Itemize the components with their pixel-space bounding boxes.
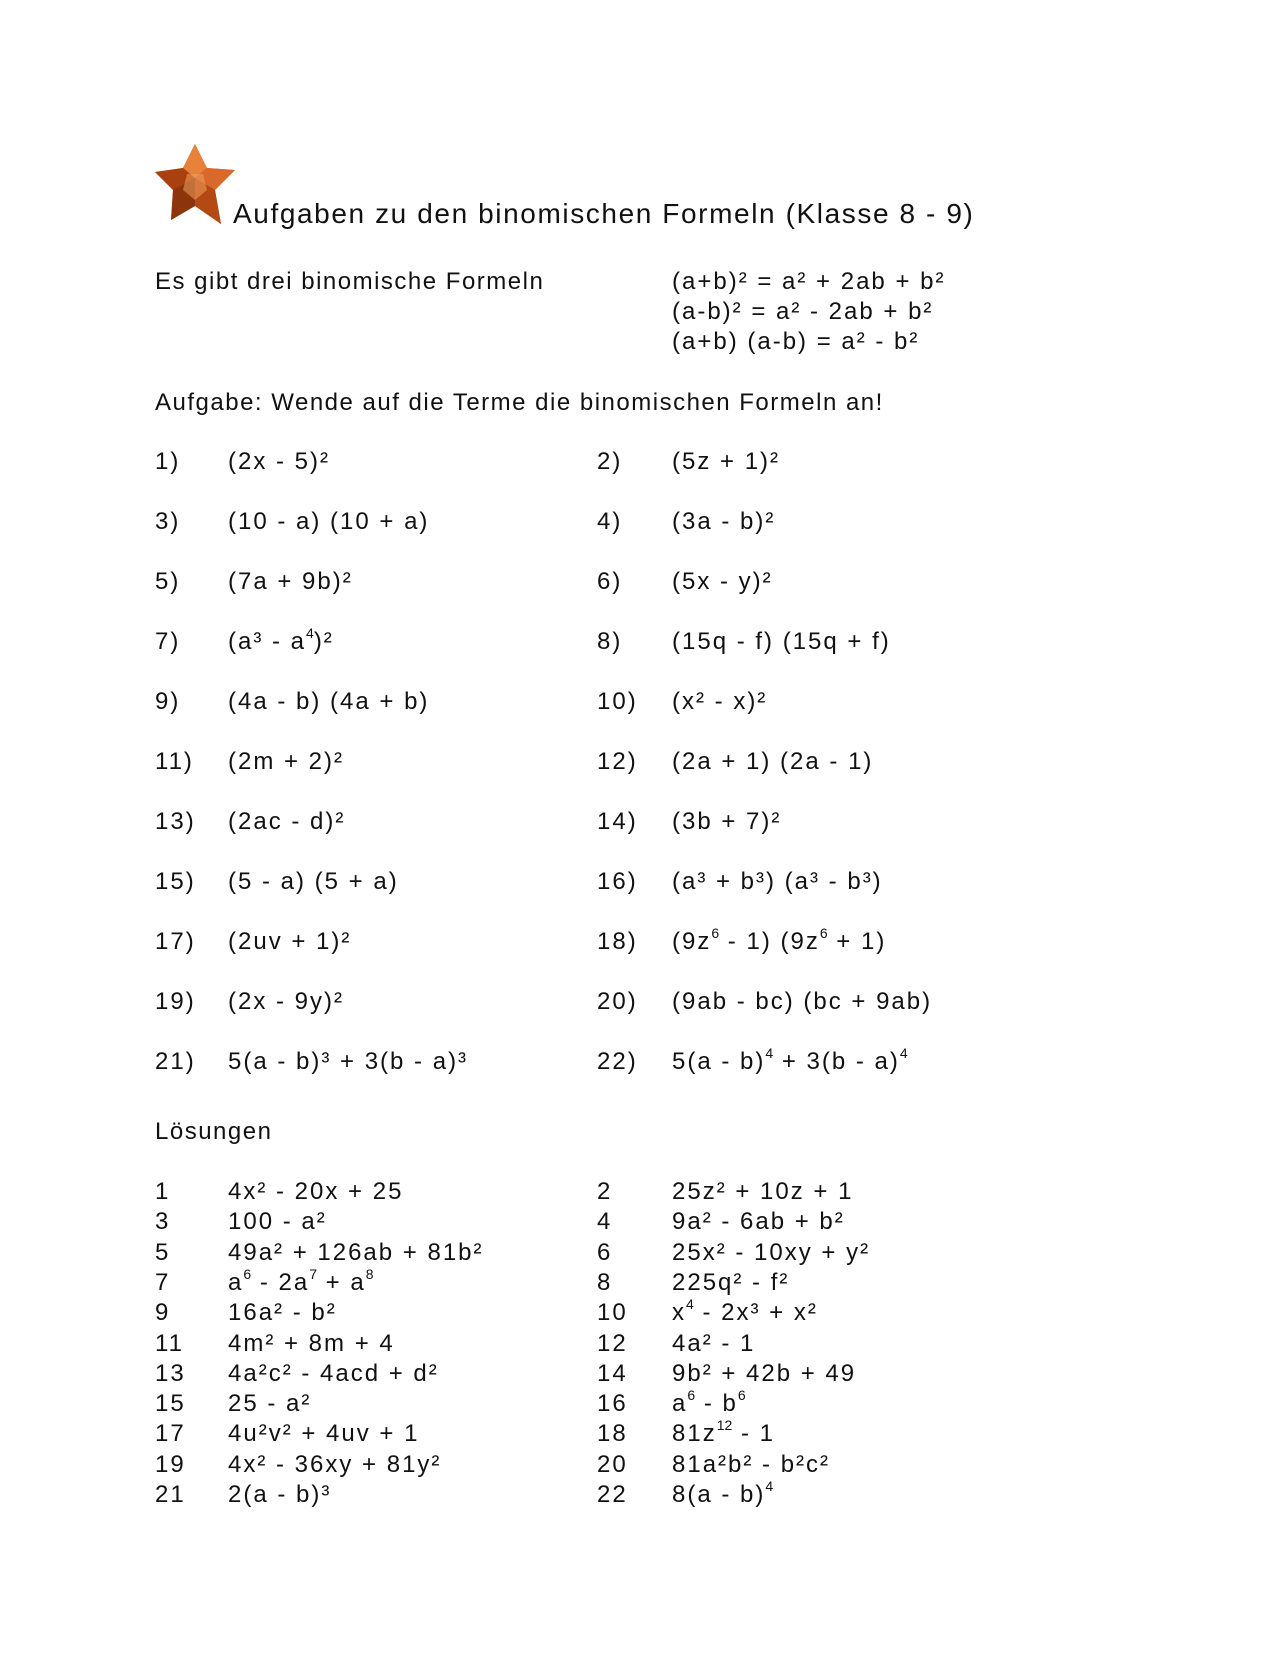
- solution-expression: $a^6 - 2a^7 + a^8$: [228, 1265, 374, 1296]
- binomial-formula: (a+b) (a-b) = a² - b²: [672, 328, 920, 355]
- problem-expression: (2ac - d)²: [228, 808, 346, 835]
- solution-number: 3: [155, 1208, 171, 1236]
- problem-expression: (4a - b) (4a + b): [228, 688, 430, 715]
- solution-expression: 25x² - 10xy + y²: [672, 1238, 871, 1266]
- problem-expression: (x² - x)²: [672, 688, 768, 715]
- orange-star-icon: [155, 144, 235, 228]
- problem-expression: (7a + 9b)²: [228, 568, 353, 595]
- solution-number: 8: [597, 1268, 613, 1296]
- binomial-formula: (a-b)² = a² - 2ab + b²: [672, 298, 934, 325]
- problem-number: 9): [155, 688, 181, 715]
- problem-number: 17): [155, 928, 196, 955]
- solution-number: 1: [155, 1178, 171, 1205]
- problem-number: 7): [155, 628, 181, 655]
- solution-expression: 9b² + 42b + 49: [672, 1359, 857, 1387]
- problem-expression: $(a^3 - a^4)^2$: [228, 625, 334, 655]
- solution-expression: 8(a - b)$^4$: [672, 1478, 774, 1508]
- solution-expression: $x^4 - 2x^3 + x^2$: [672, 1296, 818, 1327]
- solution-number: 2: [597, 1178, 613, 1205]
- intro-label: Es gibt drei binomische Formeln: [155, 268, 545, 295]
- solution-expression: 4x² - 36xy + 81y²: [228, 1450, 442, 1478]
- problem-number: 18): [597, 928, 638, 955]
- problem-expression: (2uv + 1)²: [228, 928, 352, 955]
- solution-number: 16: [597, 1390, 628, 1418]
- solution-number: 12: [597, 1329, 628, 1357]
- solution-expression: 4x² - 20x + 25: [228, 1178, 404, 1205]
- problem-expression: (2m + 2)²: [228, 748, 345, 775]
- problem-expression: (2a + 1) (2a - 1): [672, 748, 874, 775]
- problem-expression: (15q - f) (15q + f): [672, 628, 891, 655]
- problem-expression: (10 - a) (10 + a): [228, 508, 430, 535]
- solution-expression: $81z^{12} - 1$: [672, 1417, 775, 1448]
- problem-number: 8): [597, 628, 623, 655]
- solution-expression: 4u²v² + 4uv + 1: [228, 1420, 420, 1448]
- solution-number: 15: [155, 1390, 186, 1418]
- problem-expression: (3b + 7)²: [672, 808, 782, 835]
- solution-number: 17: [155, 1420, 186, 1448]
- solution-expression: 9a² - 6ab + b²: [672, 1208, 845, 1236]
- problem-number: 14): [597, 808, 638, 835]
- solution-expression: 4a²c² - 4acd + d²: [228, 1359, 439, 1387]
- solution-number: 6: [597, 1238, 613, 1266]
- problem-expression: (a³ + b³) (a³ - b³): [672, 868, 883, 895]
- problem-number: 1): [155, 448, 181, 475]
- solution-number: 13: [155, 1359, 186, 1387]
- solution-expression: 4m² + 8m + 4: [228, 1329, 395, 1357]
- problem-expression: (2x - 5)²: [228, 448, 330, 475]
- solution-number: 11: [155, 1329, 184, 1357]
- problem-expression: (9ab - bc) (bc + 9ab): [672, 988, 933, 1015]
- page-title: Aufgaben zu den binomischen Formeln (Klasse 8 - 9): [233, 198, 975, 229]
- problem-number: 5): [155, 568, 181, 595]
- problem-number: 10): [597, 688, 638, 715]
- solution-number: 4: [597, 1208, 613, 1236]
- solution-number: 5: [155, 1238, 171, 1266]
- solution-expression: 4a² - 1: [672, 1329, 756, 1357]
- problem-number: 4): [597, 508, 623, 535]
- solution-expression: 100 - a²: [228, 1208, 327, 1236]
- problem-number: 21): [155, 1048, 196, 1075]
- solution-number: 10: [597, 1299, 628, 1327]
- problem-number: 6): [597, 568, 623, 595]
- problem-number: 3): [155, 508, 181, 535]
- solution-number: 20: [597, 1450, 628, 1478]
- solution-expression: 25z² + 10z + 1: [672, 1178, 854, 1205]
- solution-expression: 2(a - b)³: [228, 1481, 332, 1508]
- solution-number: 22: [597, 1481, 628, 1508]
- solution-number: 19: [155, 1450, 186, 1478]
- problem-number: 19): [155, 988, 196, 1015]
- solution-expression: $a^6 - b^6$: [672, 1387, 746, 1418]
- task-instruction: Aufgabe: Wende auf die Terme die binomischen Formeln an!: [155, 389, 884, 416]
- solution-expression: 16a² - b²: [228, 1299, 337, 1327]
- solutions-heading: Lösungen: [155, 1118, 273, 1145]
- binomial-formula: (a+b)² = a² + 2ab + b²: [672, 268, 946, 295]
- problem-expression: 5(a - b)³ + 3(b - a)³: [228, 1048, 469, 1075]
- problem-number: 16): [597, 868, 638, 895]
- problem-number: 15): [155, 868, 196, 895]
- problem-expression: (5z + 1)²: [672, 448, 781, 475]
- solution-number: 7: [155, 1268, 171, 1296]
- solution-expression: 49a² + 126ab + 81b²: [228, 1238, 484, 1266]
- problem-number: 12): [597, 748, 638, 775]
- solution-expression: 225q² - f²: [672, 1268, 790, 1296]
- solution-expression: 25 - a²: [228, 1390, 312, 1418]
- problem-expression: (5x - y)²: [672, 568, 773, 595]
- solution-expression: 81a²b² - b²c²: [672, 1450, 831, 1478]
- problem-number: 20): [597, 988, 638, 1015]
- problem-number: 2): [597, 448, 623, 475]
- problem-expression: 5(a - b)$^4$ + 3(b - a)$^4$: [672, 1045, 908, 1075]
- solution-number: 9: [155, 1299, 171, 1327]
- problem-expression: (2x - 9y)²: [228, 988, 344, 1015]
- problem-number: 11): [155, 748, 194, 775]
- problem-expression: (5 - a) (5 + a): [228, 868, 399, 895]
- problem-number: 13): [155, 808, 196, 835]
- problem-expression: $(9z^6 - 1) (9z^6 + 1)$: [672, 925, 887, 955]
- solution-number: 14: [597, 1359, 628, 1387]
- problem-expression: (3a - b)²: [672, 508, 776, 535]
- solution-number: 21: [155, 1481, 186, 1508]
- problem-number: 22): [597, 1048, 638, 1075]
- solution-number: 18: [597, 1420, 628, 1448]
